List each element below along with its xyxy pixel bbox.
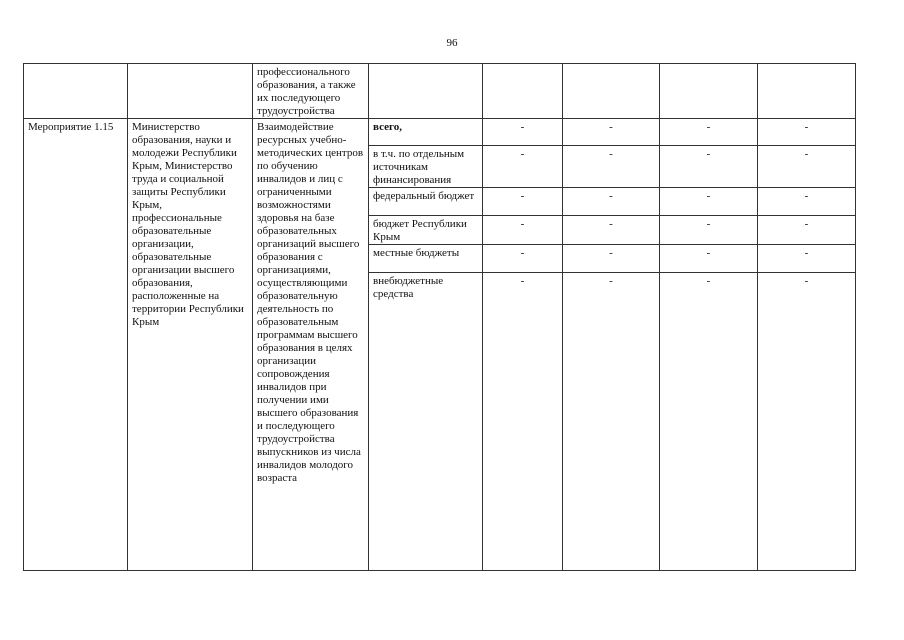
- value-cell: -: [660, 245, 758, 273]
- funding-source-cell: федеральный бюджет: [369, 188, 483, 216]
- funding-source-cell: внебюджетные средства: [369, 273, 483, 571]
- executors-cell: Министерство образования, науки и молодежи Республики Крым, Министерство труда и социальной защиты Республики Крым, профессиональные образовательные организации, образовательные организации высшего образования, расположенные на территории Республики Крым: [128, 119, 253, 571]
- value-cell: -: [563, 119, 660, 146]
- value-cell: -: [660, 273, 758, 571]
- value-cell: -: [563, 146, 660, 188]
- value-cell: -: [758, 188, 856, 216]
- empty-cell: [483, 64, 563, 119]
- empty-cell: [660, 64, 758, 119]
- empty-cell: [758, 64, 856, 119]
- value-cell: -: [563, 216, 660, 245]
- empty-cell: [369, 64, 483, 119]
- value-cell: -: [758, 273, 856, 571]
- value-cell: -: [660, 188, 758, 216]
- funding-source-cell: местные бюджеты: [369, 245, 483, 273]
- funding-source-cell: всего,: [369, 119, 483, 146]
- value-cell: -: [483, 216, 563, 245]
- value-cell: -: [483, 188, 563, 216]
- value-cell: -: [660, 119, 758, 146]
- empty-cell: [24, 64, 128, 119]
- value-cell: -: [483, 119, 563, 146]
- funding-source-cell: бюджет Республики Крым: [369, 216, 483, 245]
- value-cell: -: [660, 146, 758, 188]
- value-cell: -: [758, 216, 856, 245]
- value-cell: -: [563, 188, 660, 216]
- value-cell: -: [563, 273, 660, 571]
- value-cell: -: [483, 146, 563, 188]
- value-cell: -: [758, 119, 856, 146]
- value-cell: -: [563, 245, 660, 273]
- program-table: [23, 63, 856, 571]
- funding-source-cell: в т.ч. по отдельным источникам финансирования: [369, 146, 483, 188]
- continued-row: [24, 64, 856, 119]
- funding-row-total: [24, 119, 856, 146]
- value-cell: -: [483, 273, 563, 571]
- value-cell: -: [660, 216, 758, 245]
- continued-action-cell: профессионального образования, а также их последующего трудоустройства: [253, 64, 369, 119]
- measure-code-cell: Мероприятие 1.15: [24, 119, 128, 571]
- page-number: 96: [446, 37, 458, 49]
- empty-cell: [563, 64, 660, 119]
- value-cell: -: [758, 146, 856, 188]
- action-description-cell: Взаимодействие ресурсных учебно-методических центров по обучению инвалидов и лиц с ограниченными возможностями здоровья на базе образовательных организаций высшего образования с организациями, осуществляющими образовательную деятельность по образовательным программам высшего образования в целях организации сопровождения инвалидов при получении ими высшего образования и последующего трудоустройства выпускников из числа инвалидов молодого возраста: [253, 119, 369, 571]
- value-cell: -: [758, 245, 856, 273]
- value-cell: -: [483, 245, 563, 273]
- empty-cell: [128, 64, 253, 119]
